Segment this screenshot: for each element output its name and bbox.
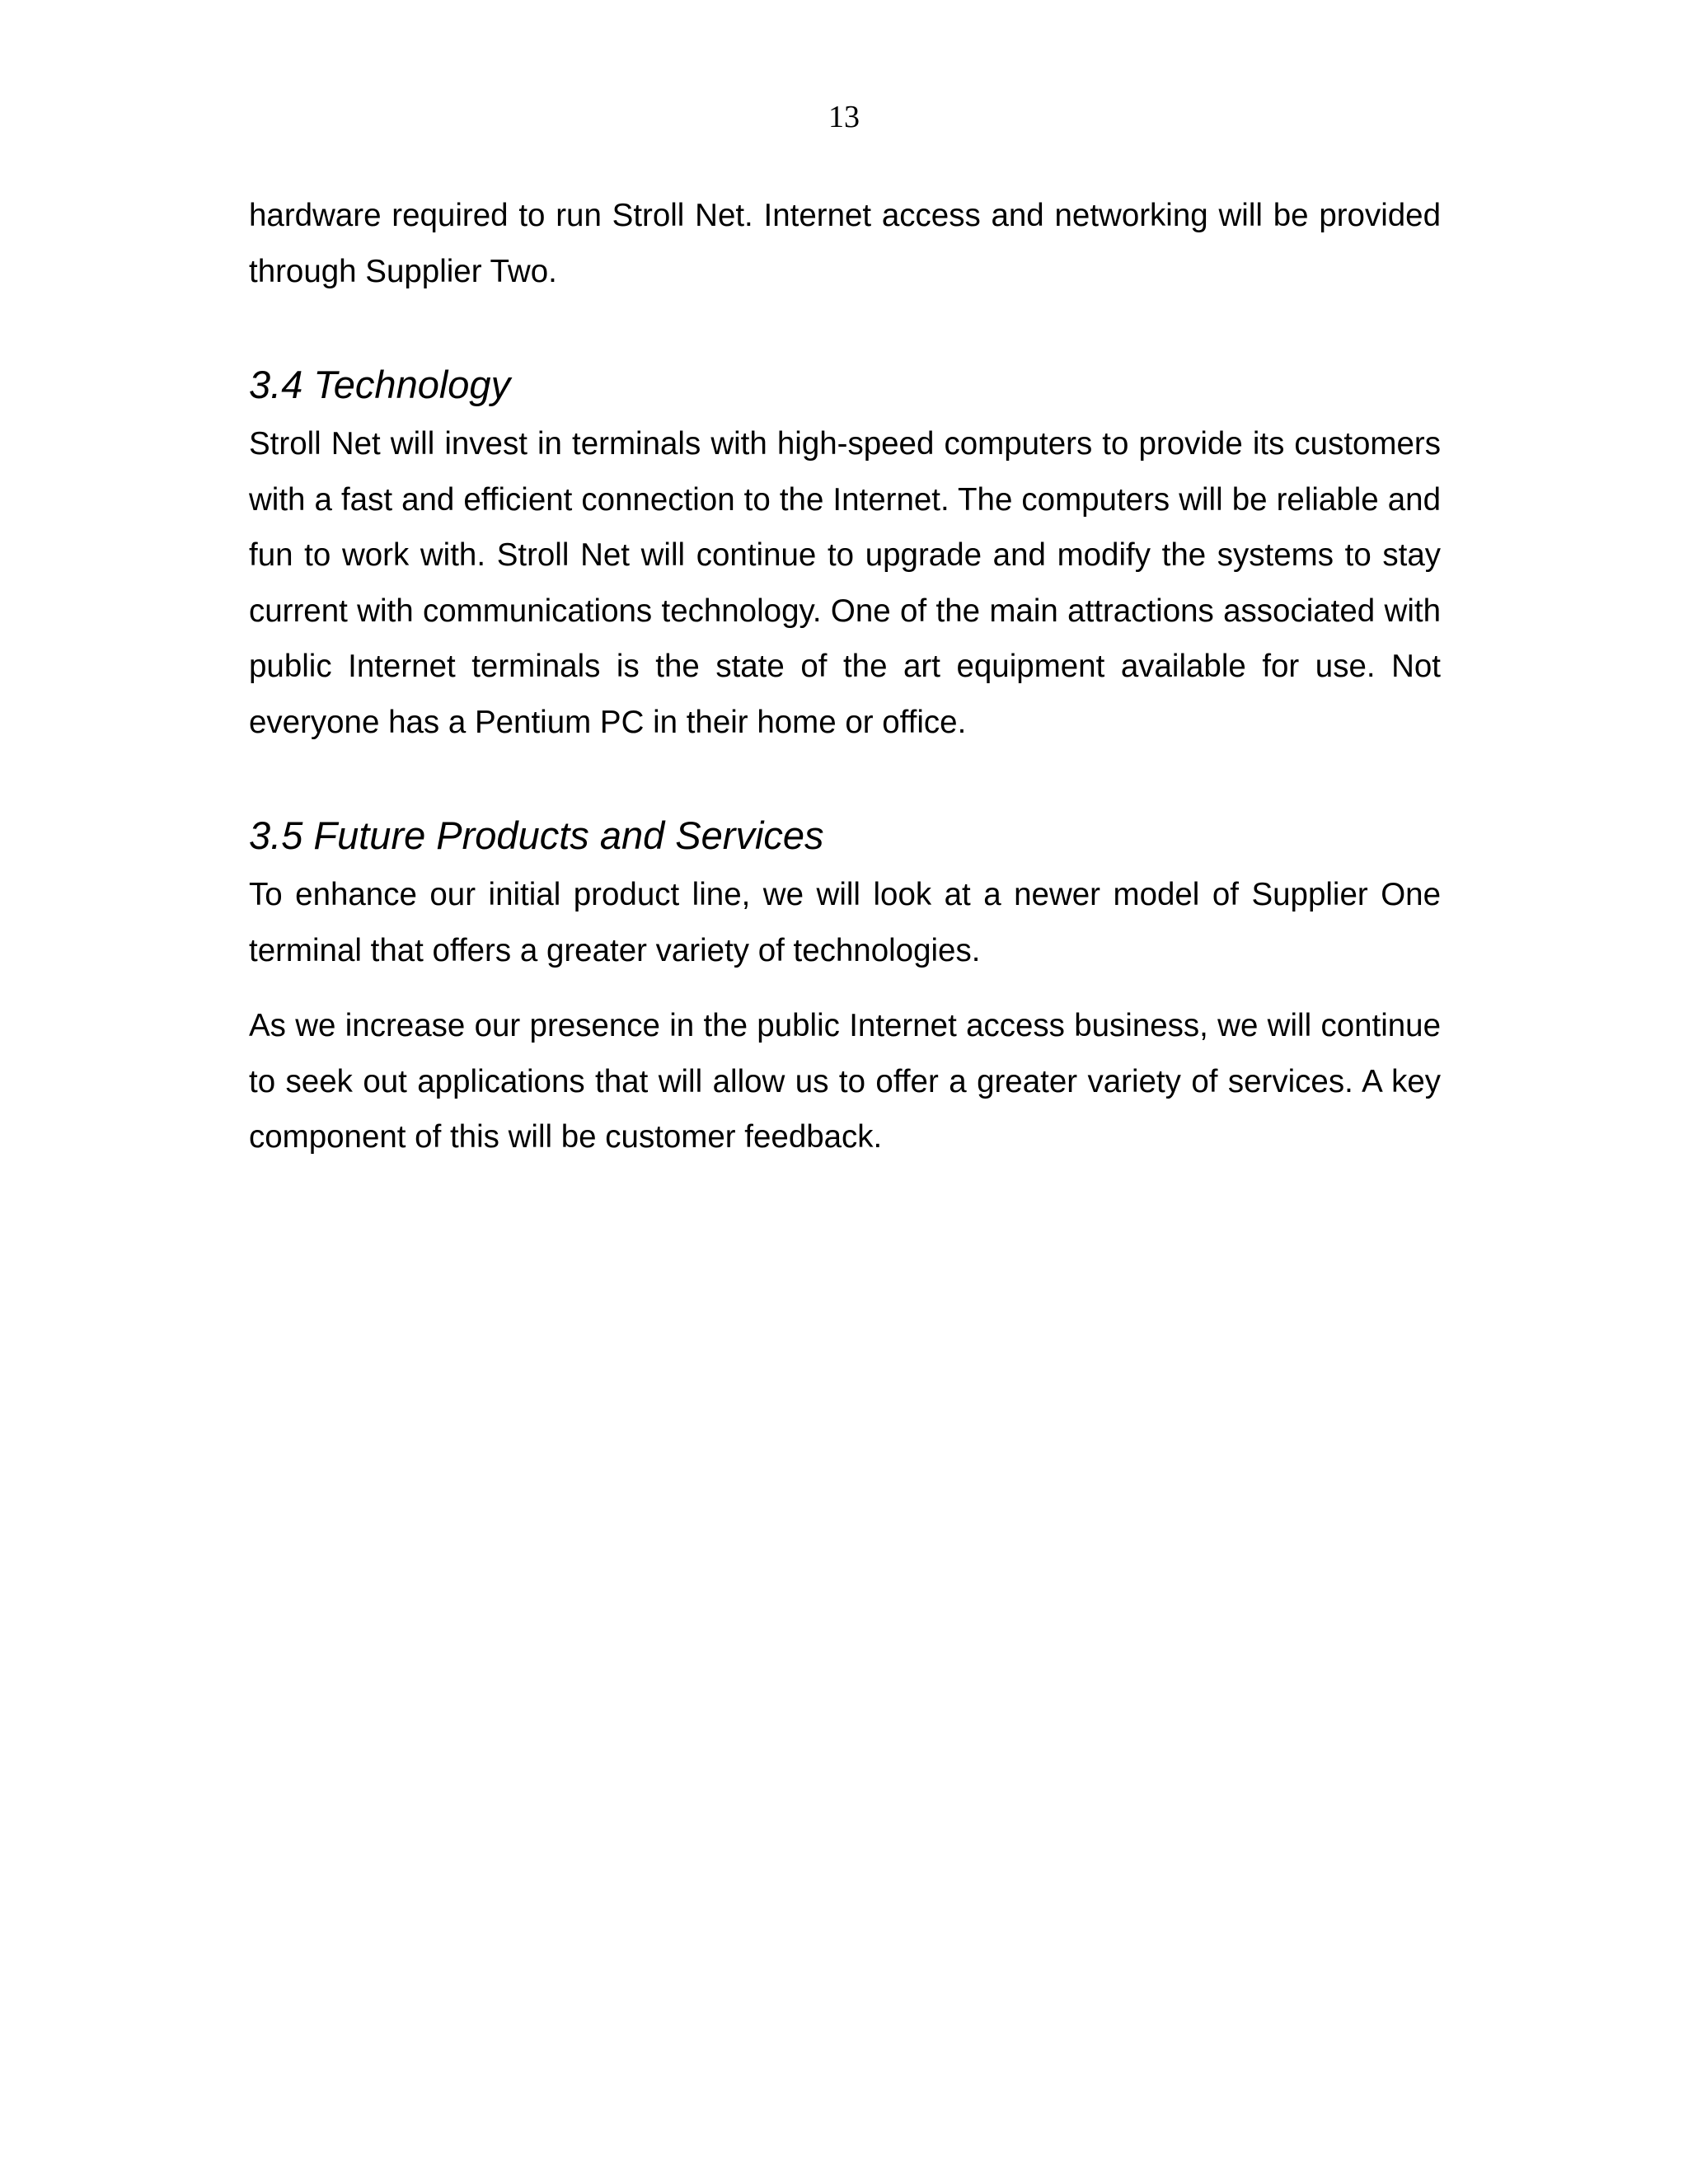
document-body bbox=[249, 188, 1441, 1165]
future-paragraph-2: As we increase our presence in the public Internet access business, we will continue to seek out applications that will allow us to offer a greater variety of services. A key component of this will be customer feedback. bbox=[249, 1008, 1441, 1155]
page-number: 13 bbox=[828, 100, 860, 134]
intro-paragraph: hardware required to run Stroll Net. Internet access and networking will be provided through Supplier Two. bbox=[249, 198, 1441, 289]
section-heading-future-products: 3.5 Future Products and Services bbox=[249, 813, 824, 857]
technology-paragraph: Stroll Net will invest in terminals with high-speed computers to provide its customers with a fast and efficient connection to the Internet. The computers will be reliable and fun to work with. Stroll Net will continue to upgrade and modify the systems to stay current with communications technology. One of the main attractions associated with public Internet terminals is the state of the art equipment available for use. Not everyone has a Pentium PC in their home or office. bbox=[249, 426, 1441, 740]
section-heading-technology: 3.4 Technology bbox=[249, 363, 511, 406]
future-paragraph-1: To enhance our initial product line, we will look at a newer model of Supplier One terminal that offers a greater variety of technologies. bbox=[249, 877, 1441, 968]
